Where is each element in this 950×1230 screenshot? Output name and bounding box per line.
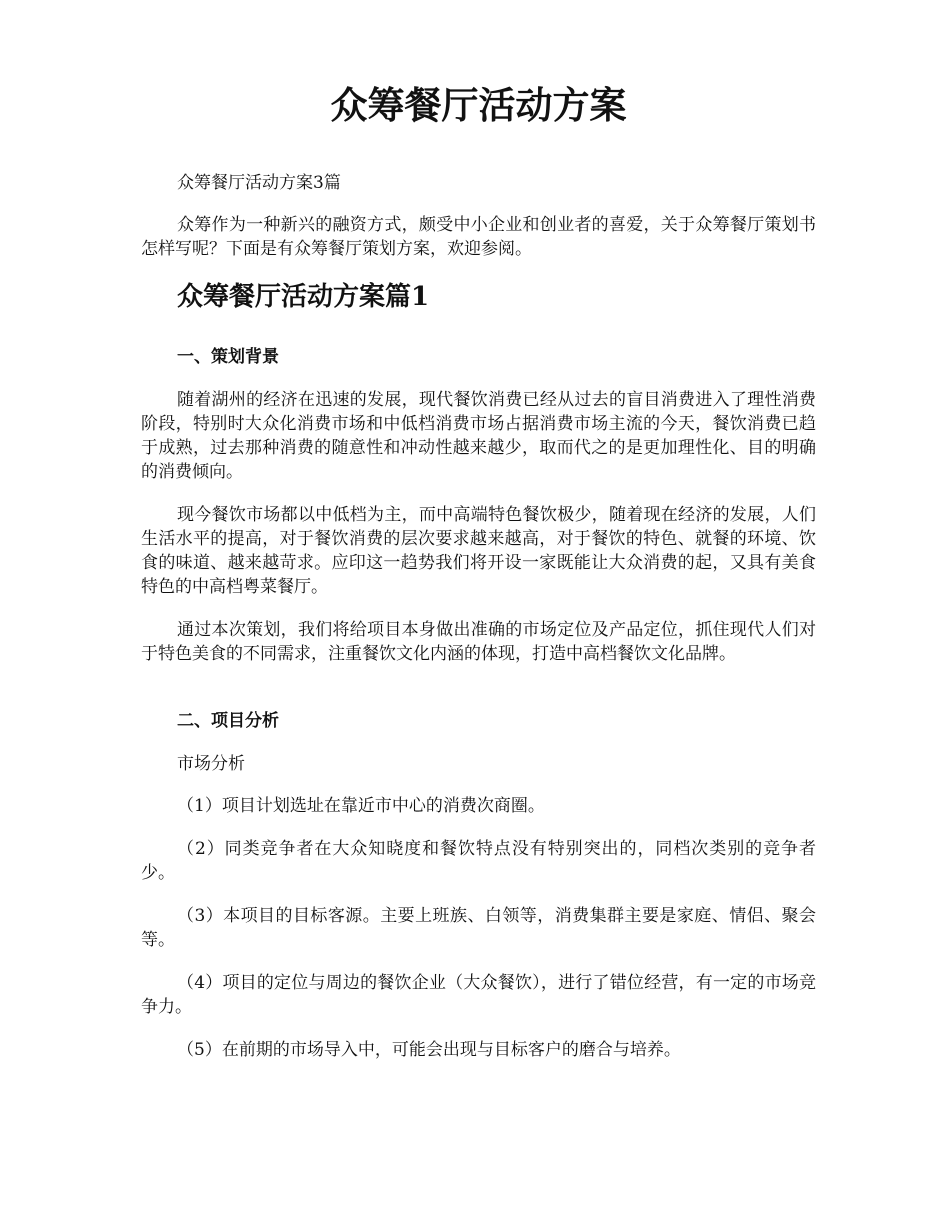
market-analysis-label: 市场分析 (177, 754, 245, 774)
analysis-item-3: （3）本项目的目标客源。主要上班族、白领等，消费集群主要是家庭、情侣、聚会等。 (141, 906, 816, 950)
analysis-item-4: （4）项目的定位与周边的餐饮企业（大众餐饮），进行了错位经营，有一定的市场竞争力。 (141, 973, 816, 1017)
background-paragraph-1: 随着湖州的经济在迅速的发展，现代餐饮消费已经从过去的盲目消费进入了理性消费阶段，特别时大众化消费市场和中低档消费市场占据消费市场主流的今天，餐饮消费已趋于成熟，过去那种消费的随意性和冲动性越来越少，取而代之的是更加理性化、目的明确的消费倾向。 (141, 390, 816, 482)
analysis-item-1: （1）项目计划选址在靠近市中心的消费次商圈。 (177, 796, 545, 816)
background-paragraph-3: 通过本次策划，我们将给项目本身做出准确的市场定位及产品定位，抓住现代人们对于特色美食的不同需求，注重餐饮文化内涵的体现，打造中高档餐饮文化品牌。 (141, 620, 816, 664)
section-title: 众筹餐厅活动方案篇1 (177, 282, 430, 312)
intro-paragraph: 众筹作为一种新兴的融资方式，颇受中小企业和创业者的喜爱，关于众筹餐厅策划书怎样写呢？下面是有众筹餐厅策划方案，欢迎参阅。 (141, 215, 816, 259)
document-title: 众筹餐厅活动方案 (330, 83, 627, 127)
document-subtitle: 众筹餐厅活动方案3篇 (177, 173, 341, 193)
analysis-item-2: （2）同类竞争者在大众知晓度和餐饮特点没有特别突出的，同档次类别的竞争者少。 (141, 839, 816, 883)
background-paragraph-2: 现今餐饮市场都以中低档为主，而中高端特色餐饮极少，随着现在经济的发展，人们生活水平的提高，对于餐饮消费的层次要求越来越高，对于餐饮的特色、就餐的环境、饮食的味道、越来越苛求。应印这一趋势我们将开设一家既能让大众消费的起，又具有美食特色的中高档粤菜餐厅。 (141, 505, 816, 597)
part1-heading: 一、策划背景 (177, 347, 279, 367)
part2-heading: 二、项目分析 (177, 711, 279, 731)
analysis-item-5: （5）在前期的市场导入中，可能会出现与目标客户的磨合与培养。 (177, 1040, 681, 1060)
